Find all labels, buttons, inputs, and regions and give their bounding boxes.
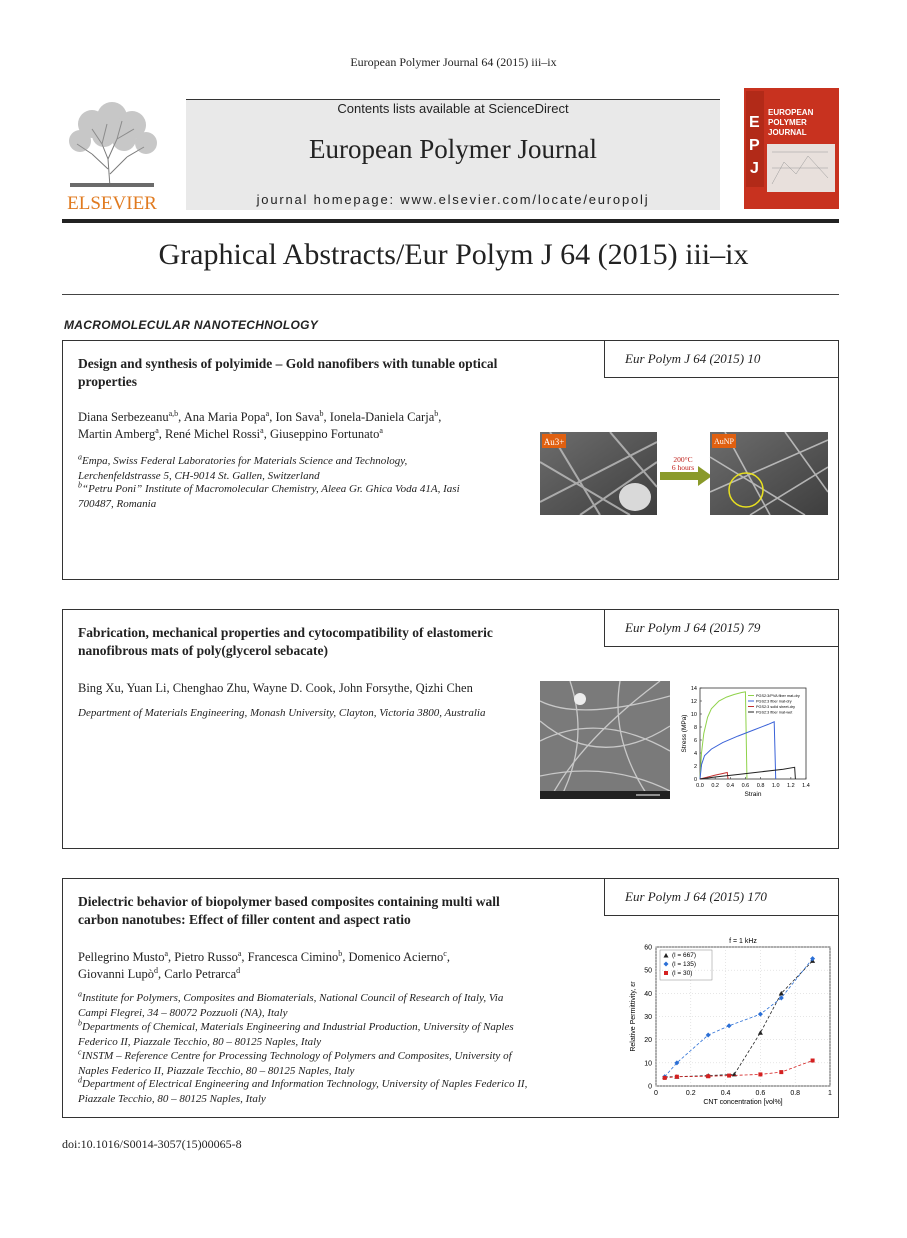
y-tick-label: 2 xyxy=(693,764,697,770)
author-name: Chenghao Zhu xyxy=(172,681,247,695)
x-tick-label: 0 xyxy=(654,1090,658,1097)
author-sup: d xyxy=(154,965,159,975)
series-line xyxy=(700,722,776,779)
author-sep: , xyxy=(246,681,253,695)
data-point xyxy=(779,1070,783,1074)
series-line xyxy=(665,961,813,1077)
author-name: Pietro Russo xyxy=(174,950,238,964)
x-axis-label: Strain xyxy=(744,791,762,798)
chart-title: f = 1 kHz xyxy=(729,938,757,945)
article-card xyxy=(62,609,839,849)
article-title[interactable]: Design and synthesis of polyimide – Gold nanofibers with tunable optical properties xyxy=(78,356,498,389)
arrow-label: 200°C xyxy=(673,455,693,464)
author-sup: b xyxy=(434,408,439,418)
affiliation-sup: c xyxy=(78,1047,82,1057)
author-name: Carlo Petrarca xyxy=(164,967,237,981)
author-sep: , xyxy=(178,410,184,424)
article-card xyxy=(62,878,839,1118)
chart-stress-strain-svg xyxy=(678,683,828,803)
author-sep: , xyxy=(263,427,270,441)
author-name: Ionela-Daniela Carja xyxy=(329,410,435,424)
chart-permittivity xyxy=(618,933,833,1111)
author-name: Wayne D. Cook xyxy=(252,681,333,695)
chart-permittivity-svg xyxy=(618,933,833,1111)
data-point xyxy=(675,1075,679,1079)
author-name: Giovanni Lupò xyxy=(78,967,155,981)
cover-title: EUROPEAN xyxy=(768,108,814,117)
y-tick-label: 4 xyxy=(693,751,697,757)
legend-label: PGS2:3/PVA fiber mat-dry xyxy=(756,694,800,698)
x-tick-label: 0.2 xyxy=(685,1090,696,1097)
journal-cover xyxy=(744,88,839,209)
affiliation-text: Department of Materials Engineering, Monash University, Clayton, Victoria 3800, Australia xyxy=(78,707,486,719)
y-tick-label: 40 xyxy=(644,990,652,998)
x-tick-label: 1.0 xyxy=(771,783,780,789)
affiliation xyxy=(78,706,538,721)
legend-label: PGS2:3 fiber mat-dry xyxy=(756,699,792,704)
author-sep: , xyxy=(342,950,349,964)
x-tick-label: 0.8 xyxy=(790,1090,801,1097)
author-name: Giuseppino Fortunato xyxy=(269,427,380,441)
y-tick-label: 10 xyxy=(690,712,697,718)
article-title[interactable]: Fabrication, mechanical properties and cytocompatibility of elastomeric nanofibrous mats of poly(glycerol sebacate) xyxy=(78,625,493,658)
legend-label: (l = 30) xyxy=(672,970,693,977)
author-sup: b xyxy=(338,948,343,958)
journal-header xyxy=(186,99,720,210)
affiliation-text: Institute for Polymers, Composites and Biomaterials, National Council of Research of Italy, Via Campi Flegrei, 34 – 80072 Pozzuoli (NA), Italy xyxy=(78,992,504,1019)
x-tick-label: 0.4 xyxy=(720,1090,731,1097)
affiliation xyxy=(78,454,438,483)
cover-letter: J xyxy=(750,160,759,177)
author-sup: a xyxy=(260,425,264,435)
data-point xyxy=(663,1076,667,1080)
author-sup: a,b xyxy=(168,408,179,418)
author-sep: , xyxy=(166,681,173,695)
article-title[interactable]: Dielectric behavior of biopolymer based composites containing multi wall carbon nanotubes: Effect of filler content and aspect ratio xyxy=(78,894,500,927)
legend-label: (l = 135) xyxy=(672,961,697,968)
legend-label: (l = 667) xyxy=(672,952,697,959)
series-line xyxy=(665,1061,813,1078)
author-name: Martin Amberg xyxy=(78,427,156,441)
author-sep: , xyxy=(269,410,276,424)
series-line xyxy=(700,767,795,779)
affiliation-text: INSTM – Reference Centre for Processing Technology of Polymers and Composites, University of Naples Federico II, Piazzale Tecchio, 80 – 80125 Naples, Italy xyxy=(78,1050,512,1077)
author-name: Diana Serbezeanu xyxy=(78,410,169,424)
elsevier-tree-icon xyxy=(62,99,162,211)
cover-letter: E xyxy=(749,114,760,131)
author-sep: , xyxy=(168,950,175,964)
y-tick-label: 8 xyxy=(693,725,697,731)
affiliation-sup: a xyxy=(78,989,82,999)
author-sup: b xyxy=(319,408,324,418)
cover-letter: P xyxy=(749,137,760,154)
author-name: René Michel Rossi xyxy=(165,427,261,441)
author-name: Domenico Acierno xyxy=(348,950,444,964)
y-tick-label: 10 xyxy=(644,1060,652,1068)
data-point xyxy=(706,1074,710,1078)
author-sep: , xyxy=(158,427,166,441)
author-name: Ana Maria Popa xyxy=(183,410,266,424)
author-sup: c xyxy=(443,948,447,958)
author-sup: a xyxy=(379,425,383,435)
affiliation xyxy=(78,1077,538,1106)
author-list xyxy=(78,680,558,697)
sem-image xyxy=(540,681,670,799)
author-sep: , xyxy=(409,681,416,695)
y-tick-label: 30 xyxy=(644,1014,652,1021)
affiliation xyxy=(78,991,518,1020)
author-sup: a xyxy=(265,408,270,418)
y-tick-label: 0 xyxy=(648,1083,652,1091)
x-tick-label: 0.4 xyxy=(726,783,735,789)
legend-label: PGS2:3 solid sheet-dry xyxy=(756,705,796,709)
x-tick-label: 0.6 xyxy=(755,1090,766,1097)
y-tick-label: 6 xyxy=(693,738,697,744)
elsevier-logo xyxy=(62,99,162,211)
y-tick-label: 14 xyxy=(690,686,697,692)
arrow-label: 6 hours xyxy=(671,463,695,472)
section-heading: MACROMOLECULAR NANOTECHNOLOGY xyxy=(64,318,319,332)
running-head: European Polymer Journal 64 (2015) iii–ix xyxy=(350,55,557,69)
author-sep: , xyxy=(332,681,339,695)
journal-homepage-link[interactable]: journal homepage: www.elsevier.com/locate/europolj xyxy=(256,192,650,207)
legend-label: PGS2:3 fiber mat-wet xyxy=(756,710,793,715)
y-tick-label: 20 xyxy=(644,1037,652,1045)
x-axis-label: CNT concentration [vol%] xyxy=(703,1099,783,1106)
author-list xyxy=(78,409,558,443)
figure-label: Au3+ xyxy=(543,437,565,447)
data-point xyxy=(758,1030,763,1035)
figure-label: AuNP xyxy=(713,437,735,446)
author-sup: a xyxy=(155,425,159,435)
affiliation-sup: b xyxy=(78,1018,82,1028)
cover-title: POLYMER xyxy=(768,118,807,127)
affiliation-sup: b xyxy=(78,480,82,490)
y-axis-label: Stress (MPa) xyxy=(681,714,688,753)
legend-swatch xyxy=(664,953,669,958)
author-sep: , xyxy=(120,681,127,695)
article-citation[interactable]: Eur Polym J 64 (2015) 170 xyxy=(604,879,838,916)
data-point xyxy=(727,1074,731,1078)
author-name: Pellegrino Musto xyxy=(78,950,165,964)
affiliation-text: Departments of Chemical, Materials Engineering and Industrial Production, University of Naples Federico II, Piazzale Tecchio, 80 – 80125 Naples, Italy xyxy=(78,1021,514,1048)
header-rule xyxy=(62,219,839,223)
author-sup: a xyxy=(164,948,169,958)
author-name: Qizhi Chen xyxy=(415,681,473,695)
author-sep: , xyxy=(323,410,330,424)
author-sep: , xyxy=(446,950,450,964)
affiliation xyxy=(78,1020,538,1049)
data-point xyxy=(811,1059,815,1063)
author-sup: a xyxy=(237,948,242,958)
data-point xyxy=(758,1072,762,1076)
page-title: Graphical Abstracts/Eur Polym J 64 (2015) iii–ix xyxy=(158,238,749,271)
x-tick-label: 0.6 xyxy=(741,783,750,789)
affiliation-sup: a xyxy=(78,452,82,462)
journal-name: European Polymer Journal xyxy=(309,134,597,164)
author-list xyxy=(78,949,558,983)
affiliation-text: “Petru Poni” Institute of Macromolecular Chemistry, Aleea Gr. Ghica Voda 41A, Iasi 700487, Romania xyxy=(78,483,460,510)
author-sep: , xyxy=(241,950,248,964)
affiliation xyxy=(78,1049,538,1078)
data-point xyxy=(727,1023,732,1028)
article-card xyxy=(62,340,839,580)
title-rule xyxy=(62,294,839,295)
article-citation[interactable]: Eur Polym J 64 (2015) 10 xyxy=(604,341,838,378)
doi-link[interactable]: doi:10.1016/S0014-3057(15)00065-8 xyxy=(62,1137,242,1151)
y-axis-label: Relative Permittivity, εr xyxy=(630,981,637,1052)
affiliation-text: Empa, Swiss Federal Laboratories for Materials Science and Technology, Lerchenfeldstrasse 5, CH-9014 St. Gallen, Switzerland xyxy=(78,455,408,482)
contents-line: Contents lists available at ScienceDirect xyxy=(337,101,569,116)
author-sep: , xyxy=(438,410,442,424)
article-citation[interactable]: Eur Polym J 64 (2015) 79 xyxy=(604,610,838,647)
cover-title: JOURNAL xyxy=(768,128,807,137)
publisher-wordmark: ELSEVIER xyxy=(67,193,157,211)
affiliation-text: Department of Electrical Engineering and Information Technology, University of Naples Federico II, Piazzale Tecchio, 80 – 80125 Naples, Italy xyxy=(78,1078,528,1105)
y-tick-label: 0 xyxy=(693,777,697,783)
x-tick-label: 1.4 xyxy=(802,783,810,789)
author-name: Bing Xu xyxy=(78,681,121,695)
legend-swatch xyxy=(664,971,668,975)
legend-swatch xyxy=(664,962,669,967)
author-name: Francesca Cimino xyxy=(247,950,339,964)
x-tick-label: 0.2 xyxy=(711,783,719,789)
data-point xyxy=(758,1012,763,1017)
y-tick-label: 12 xyxy=(690,699,697,705)
graphical-abstract-figure xyxy=(540,432,828,515)
y-tick-label: 50 xyxy=(644,967,652,975)
x-tick-label: 0.8 xyxy=(756,783,765,789)
author-name: Yuan Li xyxy=(126,681,167,695)
author-sup: d xyxy=(236,965,241,975)
author-name: John Forsythe xyxy=(338,681,410,695)
author-sep: , xyxy=(158,967,165,981)
x-tick-label: 1.2 xyxy=(787,783,795,789)
chart-stress-strain xyxy=(678,683,828,803)
x-tick-label: 1 xyxy=(828,1090,832,1097)
y-tick-label: 60 xyxy=(644,944,652,952)
x-tick-label: 0.0 xyxy=(696,783,704,789)
affiliation xyxy=(78,482,478,511)
author-name: Ion Sava xyxy=(275,410,320,424)
affiliation-sup: d xyxy=(78,1075,82,1085)
